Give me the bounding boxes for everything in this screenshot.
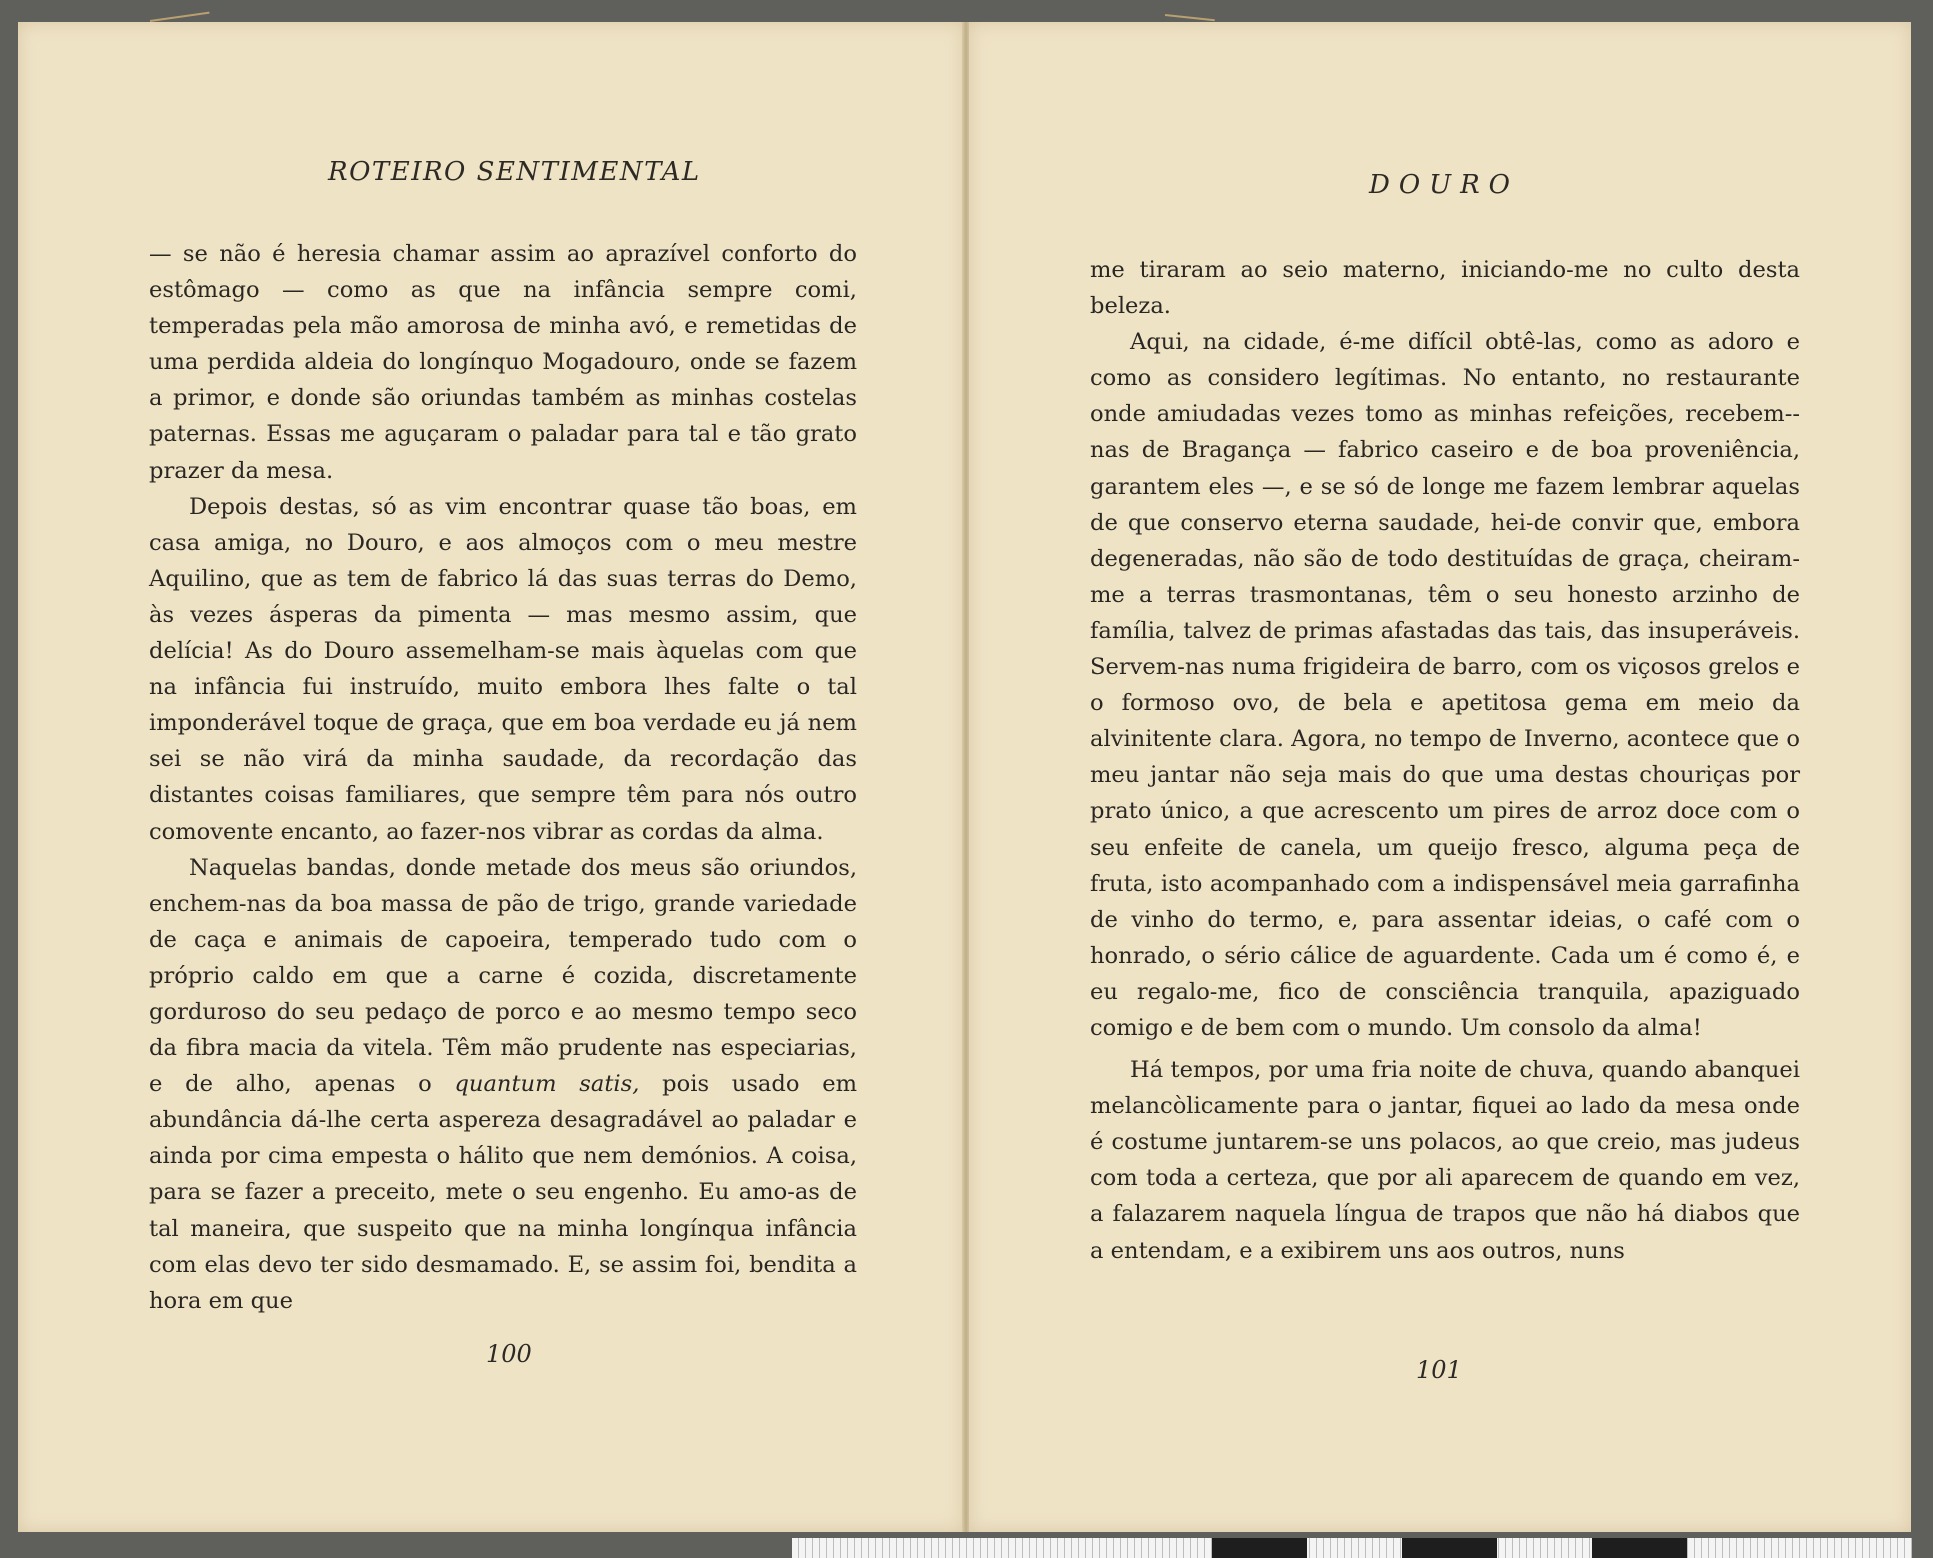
paragraph: Há tempos, por uma fria noite de chuva, quando abanquei melancòlicamente para o jantar, fiquei ao lado da mesa onde é costume juntarem-se uns polacos, ao que creio, mas judeus com toda a certeza, que por ali aparecem de quando em vez, a falazarem naquela língua de trapos que não há diabos que a entendam, e a exibirem uns aos outros, nuns	[1090, 1057, 1800, 1264]
binding-thread	[1165, 14, 1215, 21]
right-page-body	[1090, 252, 1800, 1269]
paragraph: Aqui, na cidade, é-me difícil obtê-las, como as adoro e como as considero legítimas. No entanto, no restaurante onde amiudadas vezes tomo as minhas refeições, recebem--nas de Bragança — fabrico caseiro e de boa proveniência, garantem eles —, e se só de longe me fazem lembrar aquelas de que conservo eterna saudade, hei-de convir que, embora degeneradas, não são de todo destituídas de graça, cheiram-me a terras trasmontanas, têm o seu honesto arzinho de família, talvez de primas afastadas das tais, das insuperáveis. Servem-nas numa frigideira de barro, com os viçosos grelos e o formoso ovo, de bela e apetitosa gema em meio da alvinitente clara. Agora, no tempo de Inverno, acontece que o meu jantar não seja mais do que uma destas chouriças por prato único, a que acrescento um pires de arroz doce com o seu enfeite de canela, um queijo fresco, alguma peça de fruta, isto acompanhado com a indispensável meia garrafinha de vinho do termo, e, para assentar ideias, o café com o honrado, o sério cálice de aguardente. Cada um é como é, e eu regalo-me, fico de consciência tranquila, apaziguado comigo e de bem com o mundo. Um consolo da alma!	[1090, 329, 1800, 1041]
paragraph: me tiraram ao seio materno, iniciando-me no culto desta beleza.	[1090, 257, 1800, 320]
running-head-right: DOURO	[1369, 170, 1519, 200]
ruler-segment	[1212, 1538, 1307, 1558]
ruler-segment	[1402, 1538, 1497, 1558]
paragraph	[149, 850, 857, 1319]
scale-ruler	[792, 1538, 1912, 1558]
ruler-segment	[1592, 1538, 1687, 1558]
page-number-right: 101	[1416, 1356, 1462, 1384]
binding-thread	[150, 12, 210, 22]
paragraph-text: Naquelas bandas, donde metade dos meus são oriundos, enchem-nas da boa massa de pão de trigo, grande variedade de caça e animais de capoeira, temperado tudo com o próprio caldo em que a carne é cozida, discretamente gorduroso do seu pedaço de porco e ao mesmo tempo seco da fibra macia da vitela. Têm mão prudente nas especiarias, e de alho, apenas o	[149, 854, 857, 1098]
page-number-left: 100	[486, 1340, 532, 1368]
paragraph: — se não é heresia chamar assim ao aprazível conforto do estômago — como as que na infância sempre comi, temperadas pela mão amorosa de minha avó, e remetidas de uma perdida aldeia do longínquo Mogadouro, onde se fazem a primor, e donde são oriundas também as minhas costelas paternas. Essas me aguçaram o paladar para tal e tão grato prazer da mesa.	[149, 241, 857, 484]
paragraph: Depois destas, só as vim encontrar quase tão boas, em casa amiga, no Douro, e aos almoços com o meu mestre Aquilino, que as tem de fabrico lá das suas terras do Demo, às vezes ásperas da pimenta — mas mesmo assim, que delícia! As do Douro assemelham-se mais àquelas com que na infância fui instruído, muito embora lhes falte o tal imponderável toque de graça, que em boa verdade eu já nem sei se não virá da minha saudade, da recordação das distantes coisas familiares, que sempre têm para nós outro comovente encanto, ao fazer-nos vibrar as cordas da alma.	[149, 493, 857, 845]
left-page	[18, 22, 965, 1532]
right-page	[968, 22, 1911, 1532]
paragraph-text: pois usado em abundância dá-lhe certa aspereza desagradável ao paladar e ainda por cima empesta o hálito que nem demónios. A coisa, para se fazer a preceito, mete o seu engenho. Eu amo-as de tal maneira, que suspeito que na minha longínqua infância com elas devo ter sido desmamado. E, se assim foi, bendita a hora em que	[149, 1071, 857, 1314]
left-page-body	[149, 236, 857, 1319]
latin-phrase: quantum satis,	[454, 1071, 640, 1098]
open-book	[18, 22, 1910, 1532]
running-head-left: ROTEIRO SENTIMENTAL	[328, 157, 701, 187]
